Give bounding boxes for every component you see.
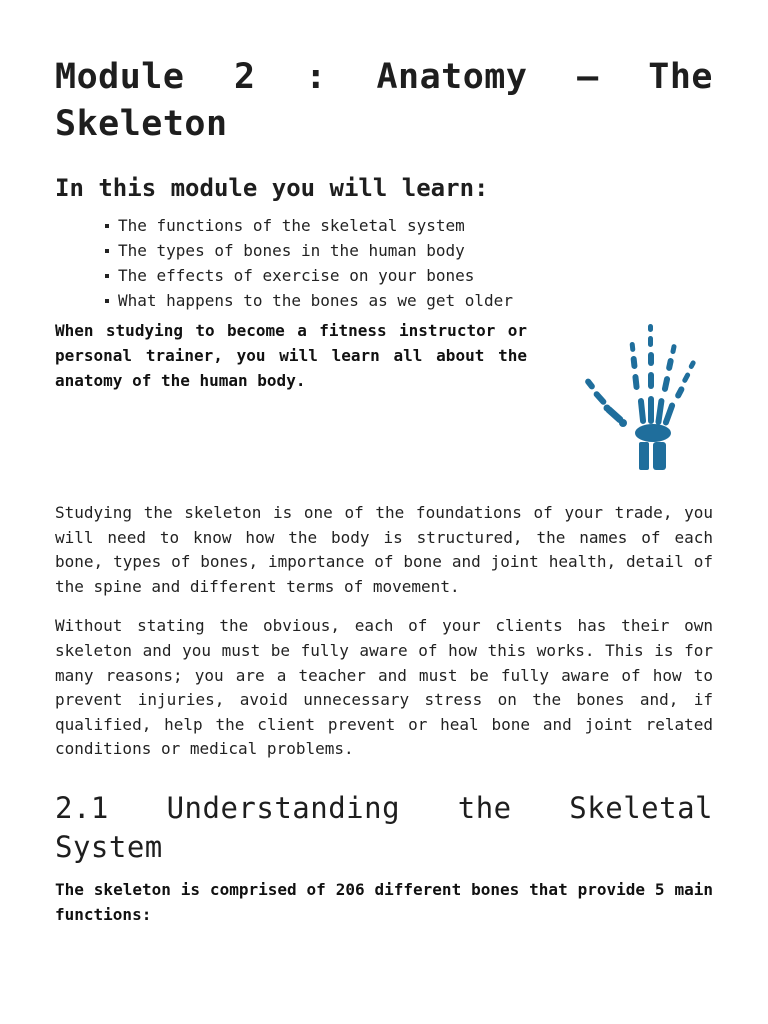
body-paragraph: Studying the skeleton is one of the foundations of your trade, you will need to know how the body is structured, the names of each bone, types of bones, importance of bone and joint health, detail of the spine and different terms of movement. [55, 503, 713, 596]
document-page [55, 54, 713, 927]
bullet-icon [105, 299, 109, 303]
list-item-text: The effects of exercise on your bones [118, 266, 475, 285]
intro-paragraph: When studying to become a fitness instructor or personal trainer, you will learn all about the anatomy of the human body. [55, 321, 527, 390]
body-paragraph: Without stating the obvious, each of your clients has their own skeleton and you must be fully aware of how this works. This is for many reasons; you are a teacher and must be fully aware of how to prevent injuries, avoid unnecessary stress on the bones and, if qualified, help the client prevent or heal bone and joint related conditions or medical problems. [55, 616, 713, 759]
section-lead-paragraph: The skeleton is comprised of 206 different bones that provide 5 main functions: [55, 879, 713, 924]
list-item-text: The types of bones in the human body [118, 241, 465, 260]
bullet-icon [105, 224, 109, 228]
learn-list [105, 213, 713, 313]
learn-heading: In this module you will learn: [55, 174, 489, 202]
intro-section [55, 318, 713, 478]
list-item [105, 288, 713, 313]
bullet-icon [105, 249, 109, 253]
skeleton-hand-icon [583, 322, 707, 472]
list-item-text: The functions of the skeletal system [118, 216, 465, 235]
list-item [105, 238, 713, 263]
page-title: Module 2 : Anatomy – The Skeleton [55, 57, 713, 144]
bullet-icon [105, 274, 109, 278]
section-heading: 2.1 Understanding the Skeletal System [55, 790, 713, 864]
list-item [105, 263, 713, 288]
list-item [105, 213, 713, 238]
list-item-text: What happens to the bones as we get older [118, 291, 513, 310]
